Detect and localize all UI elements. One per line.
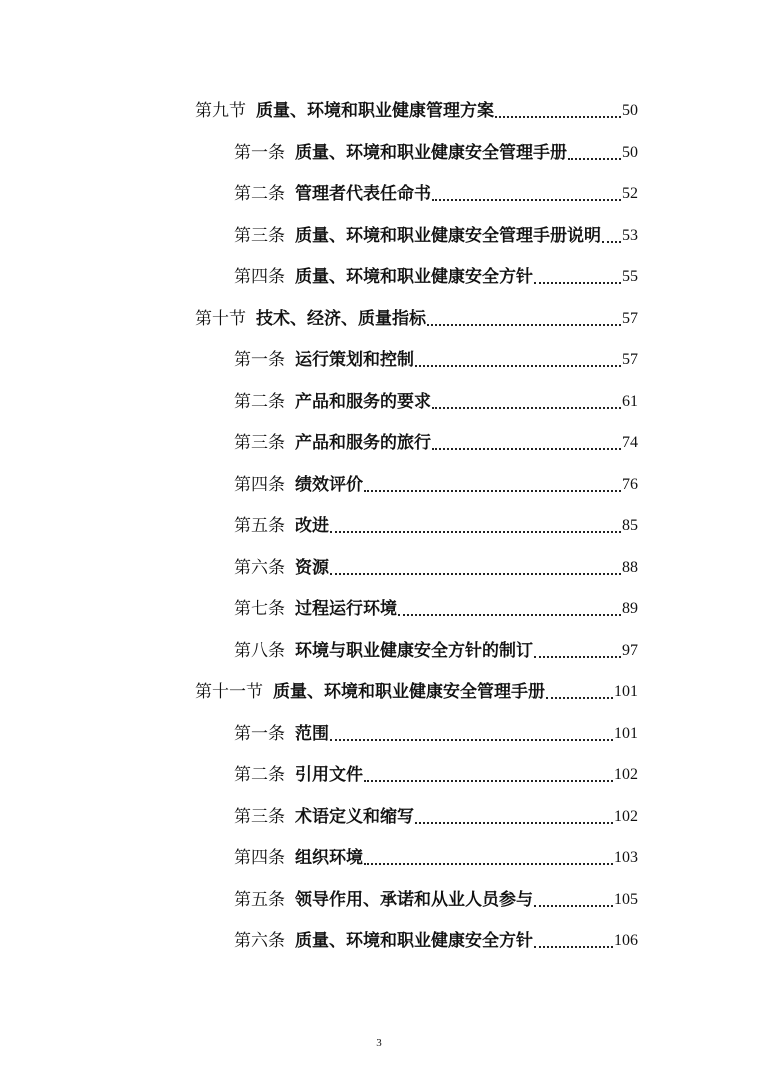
toc-entry-page: 57 bbox=[622, 310, 638, 327]
toc-entry-number: 第四条 bbox=[234, 267, 285, 287]
toc-entry[interactable] bbox=[234, 426, 638, 454]
dot-leader bbox=[415, 821, 613, 824]
toc-entry-title: 改进 bbox=[295, 516, 329, 536]
toc-entry-page: 97 bbox=[622, 642, 638, 659]
toc-entry-number: 第五条 bbox=[234, 516, 285, 536]
toc-entry-title: 领导作用、承诺和从业人员参与 bbox=[295, 890, 533, 910]
toc-entry-title: 术语定义和缩写 bbox=[295, 807, 414, 827]
toc-entry-page: 103 bbox=[614, 849, 638, 866]
dot-leader bbox=[330, 738, 613, 741]
toc-entry-title: 过程运行环境 bbox=[295, 599, 397, 619]
toc-entry-page: 106 bbox=[614, 932, 638, 949]
toc-entry-title: 质量、环境和职业健康安全方针 bbox=[295, 267, 533, 287]
toc-entry-page: 101 bbox=[614, 725, 638, 742]
toc-entry[interactable] bbox=[234, 592, 638, 620]
dot-leader bbox=[330, 572, 621, 575]
toc-entry-number: 第三条 bbox=[234, 433, 285, 453]
dot-leader bbox=[534, 904, 613, 907]
dot-leader bbox=[432, 406, 621, 409]
dot-leader bbox=[495, 115, 621, 118]
toc-entry-title: 范围 bbox=[295, 724, 329, 744]
toc-entry[interactable] bbox=[234, 509, 638, 537]
dot-leader bbox=[364, 489, 621, 492]
toc-entry-number: 第二条 bbox=[234, 392, 285, 412]
toc-entry-number: 第三条 bbox=[234, 807, 285, 827]
toc-entry-title: 质量、环境和职业健康管理方案 bbox=[256, 101, 494, 121]
dot-leader bbox=[534, 655, 621, 658]
dot-leader bbox=[602, 240, 621, 243]
toc-entry-page: 85 bbox=[622, 517, 638, 534]
toc-entry-number: 第六条 bbox=[234, 931, 285, 951]
dot-leader bbox=[415, 364, 621, 367]
dot-leader bbox=[364, 779, 613, 782]
toc-entry-number: 第二条 bbox=[234, 184, 285, 204]
toc-entry-number: 第一条 bbox=[234, 350, 285, 370]
dot-leader bbox=[534, 945, 613, 948]
toc-entry-number: 第三条 bbox=[234, 226, 285, 246]
toc-entry-page: 57 bbox=[622, 351, 638, 368]
toc-entry-number: 第二条 bbox=[234, 765, 285, 785]
toc-entry-number: 第九节 bbox=[195, 101, 246, 121]
toc-entry[interactable] bbox=[234, 136, 638, 164]
toc-entry-page: 55 bbox=[622, 268, 638, 285]
toc-entry-title: 环境与职业健康安全方针的制订 bbox=[295, 641, 533, 661]
toc-entry-title: 质量、环境和职业健康安全管理手册说明 bbox=[295, 226, 601, 246]
toc-entry-title: 资源 bbox=[295, 558, 329, 578]
toc-entry-number: 第十节 bbox=[195, 309, 246, 329]
page-number: 3 bbox=[376, 1037, 382, 1049]
toc-entry-page: 105 bbox=[614, 891, 638, 908]
toc-entry-page: 50 bbox=[622, 102, 638, 119]
toc-entry-page: 53 bbox=[622, 227, 638, 244]
dot-leader bbox=[398, 613, 621, 616]
toc-entry-title: 质量、环境和职业健康安全方针 bbox=[295, 931, 533, 951]
toc-entry-title: 组织环境 bbox=[295, 848, 363, 868]
toc-entry-number: 第四条 bbox=[234, 848, 285, 868]
toc-entry[interactable] bbox=[234, 758, 638, 786]
toc-entry-page: 74 bbox=[622, 434, 638, 451]
toc-entry-title: 产品和服务的旅行 bbox=[295, 433, 431, 453]
toc-entry[interactable] bbox=[234, 717, 638, 745]
toc-entry[interactable] bbox=[234, 468, 638, 496]
toc-entry[interactable] bbox=[195, 94, 638, 122]
toc-entry-page: 102 bbox=[614, 808, 638, 825]
toc-entry-page: 76 bbox=[622, 476, 638, 493]
dot-leader bbox=[432, 198, 621, 201]
toc-entry-title: 质量、环境和职业健康安全管理手册 bbox=[273, 682, 545, 702]
toc-entry-page: 88 bbox=[622, 559, 638, 576]
toc-entry-title: 技术、经济、质量指标 bbox=[256, 309, 426, 329]
toc-entry-page: 50 bbox=[622, 144, 638, 161]
toc-entry-title: 管理者代表任命书 bbox=[295, 184, 431, 204]
toc-entry-title: 绩效评价 bbox=[295, 475, 363, 495]
dot-leader bbox=[427, 323, 621, 326]
dot-leader bbox=[568, 157, 621, 160]
toc-entry[interactable] bbox=[195, 302, 638, 330]
toc-entry[interactable] bbox=[234, 177, 638, 205]
toc-entry[interactable] bbox=[234, 800, 638, 828]
dot-leader bbox=[534, 281, 621, 284]
toc-entry-page: 101 bbox=[614, 683, 638, 700]
toc-entry-number: 第八条 bbox=[234, 641, 285, 661]
toc-entry-page: 61 bbox=[622, 393, 638, 410]
dot-leader bbox=[330, 530, 621, 533]
toc-entry[interactable] bbox=[195, 675, 638, 703]
toc-entry-title: 产品和服务的要求 bbox=[295, 392, 431, 412]
toc-entry-number: 第六条 bbox=[234, 558, 285, 578]
toc-entry-number: 第一条 bbox=[234, 143, 285, 163]
dot-leader bbox=[546, 696, 613, 699]
toc-entry[interactable] bbox=[234, 634, 638, 662]
dot-leader bbox=[364, 862, 613, 865]
toc-entry-number: 第四条 bbox=[234, 475, 285, 495]
toc-entry-page: 52 bbox=[622, 185, 638, 202]
toc-entry[interactable] bbox=[234, 260, 638, 288]
toc-entry-number: 第七条 bbox=[234, 599, 285, 619]
toc-entry-title: 引用文件 bbox=[295, 765, 363, 785]
toc-entry-number: 第五条 bbox=[234, 890, 285, 910]
toc-entry[interactable] bbox=[234, 343, 638, 371]
toc-entry-number: 第十一节 bbox=[195, 682, 263, 702]
toc-entry-page: 89 bbox=[622, 600, 638, 617]
toc-entry-title: 质量、环境和职业健康安全管理手册 bbox=[295, 143, 567, 163]
toc-entry[interactable] bbox=[234, 219, 638, 247]
toc-entry[interactable] bbox=[234, 924, 638, 952]
toc-entry-page: 102 bbox=[614, 766, 638, 783]
toc-entry-title: 运行策划和控制 bbox=[295, 350, 414, 370]
toc-entry[interactable] bbox=[234, 841, 638, 869]
toc-entry[interactable] bbox=[234, 551, 638, 579]
toc-entry[interactable] bbox=[234, 385, 638, 413]
toc-entry[interactable] bbox=[234, 883, 638, 911]
dot-leader bbox=[432, 447, 621, 450]
toc-entry-number: 第一条 bbox=[234, 724, 285, 744]
